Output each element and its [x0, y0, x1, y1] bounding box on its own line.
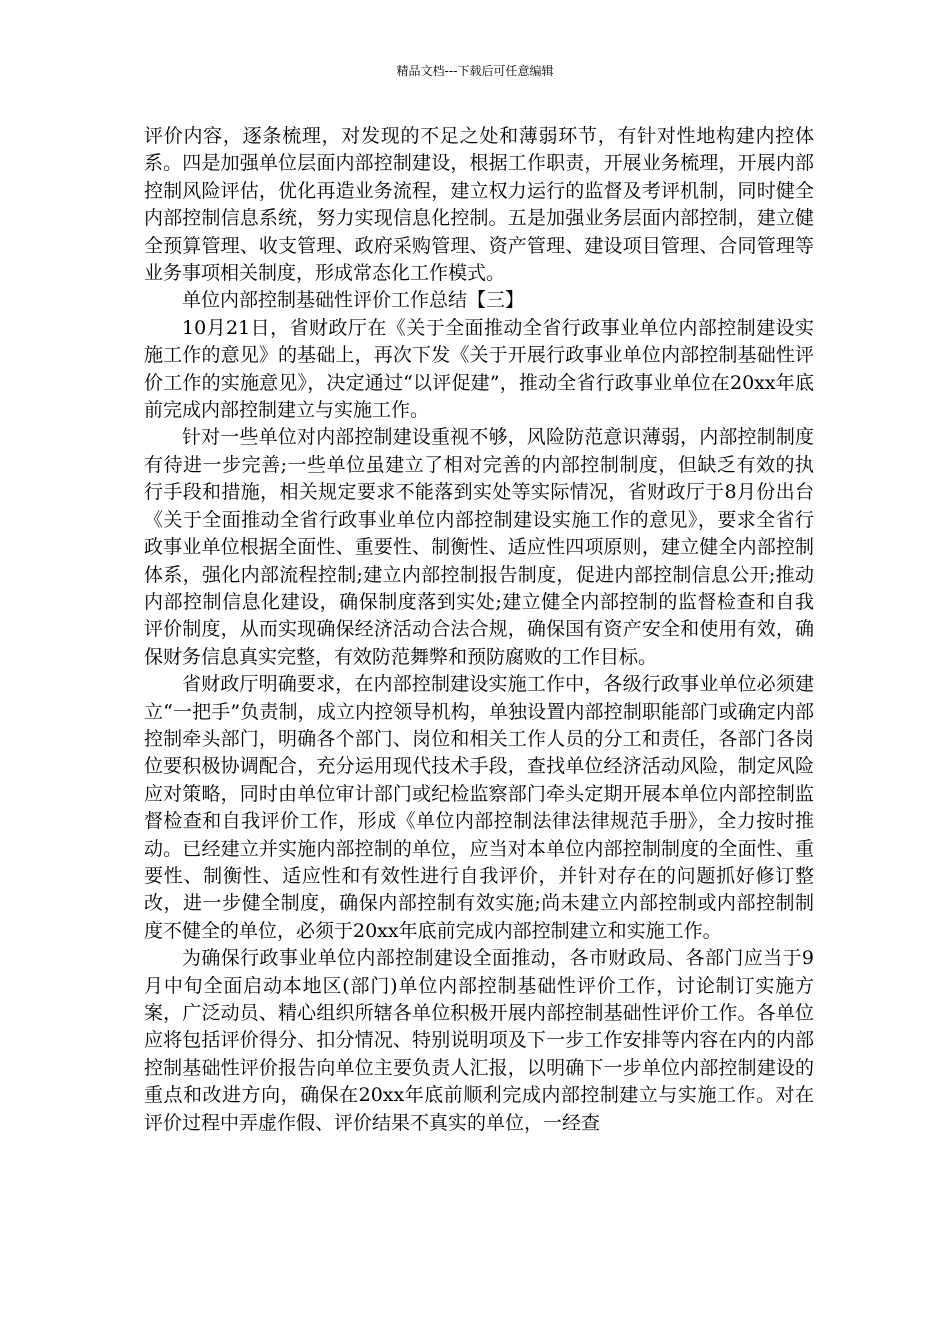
- paragraph-continuation: 评价内容，逐条梳理，对发现的不足之处和薄弱环节，有针对性地构建内控体系。四是加强单位层面内部控制建设，根据工作职责，开展业务梳理，开展内部控制风险评估，优化再造业务流程，建立权力运行的监督及考评机制，同时健全内部控制信息系统，努力实现信息化控制。五是加强业务层面内部控制，建立健全预算管理、收支管理、政府采购管理、资产管理、建设项目管理、合同管理等业务事项相关制度，形成常态化工作模式。: [144, 125, 814, 285]
- paragraph: 10月21日，省财政厅在《关于全面推动全省行政事业单位内部控制建设实施工作的意见》的基础上，再次下发《关于开展行政事业单位内部控制基础性评价工作的实施意见》，决定通过“以评促建”，推动全省行政事业单位在20xx年底前完成内部控制建立与实施工作。: [144, 316, 814, 422]
- section-heading: 单位内部控制基础性评价工作总结【三】: [182, 289, 525, 312]
- document-body: [144, 123, 814, 1137]
- paragraph: 针对一些单位对内部控制建设重视不够，风险防范意识薄弱，内部控制制度有待进一步完善;一些单位虽建立了相对完善的内部控制制度，但缺乏有效的执行手段和措施，相关规定要求不能落到实处等实际情况，省财政厅于8月份出台《关于全面推动全省行政事业单位内部控制建设实施工作的意见》，要求全省行政事业单位根据全面性、重要性、制衡性、适应性四项原则，建立健全内部控制体系，强化内部流程控制;建立内部控制报告制度，促进内部控制信息公开;推动内部控制信息化建设，确保制度落到实处;建立健全内部控制的监督检查和自我评价制度，从而实现确保经济活动合法合规，确保国有资产安全和使用有效，确保财务信息真实完整，有效防范舞弊和预防腐败的工作目标。: [144, 426, 814, 668]
- paragraph: 为确保行政事业单位内部控制建设全面推动，各市财政局、各部门应当于9月中旬全面启动本地区(部门)单位内部控制基础性评价工作，讨论制订实施方案，广泛动员、精心组织所辖各单位积极开展内部控制基础性评价工作。各单位应将包括评价得分、扣分情况、特别说明项及下一步工作安排等内容在内的内部控制基础性评价报告向单位主要负责人汇报，以明确下一步单位内部控制建设的重点和改进方向，确保在20xx年底前顺利完成内部控制建立与实施工作。对在评价过程中弄虚作假、评价结果不真实的单位，一经查: [144, 947, 814, 1134]
- page-header: 精品文档---下载后可任意编辑: [396, 64, 554, 78]
- paragraph: 省财政厅明确要求，在内部控制建设实施工作中，各级行政事业单位必须建立“一把手”负责制，成立内控领导机构，单独设置内部控制职能部门或确定内部控制牵头部门，明确各个部门、岗位和相关工作人员的分工和责任，各部门各岗位要积极协调配合，充分运用现代技术手段，查找单位经济活动风险，制定风险应对策略，同时由单位审计部门或纪检监察部门牵头定期开展本单位内部控制监督检查和自我评价工作，形成《单位内部控制法律法律规范手册》，全力按时推动。已经建立并实施内部控制的单位，应当对本单位内部控制制度的全面性、重要性、制衡性、适应性和有效性进行自我评价，并针对存在的问题抓好修订整改，进一步健全制度，确保内部控制有效实施;尚未建立内部控制或内部控制制度不健全的单位，必须于20xx年底前完成内部控制建立和实施工作。: [144, 673, 814, 942]
